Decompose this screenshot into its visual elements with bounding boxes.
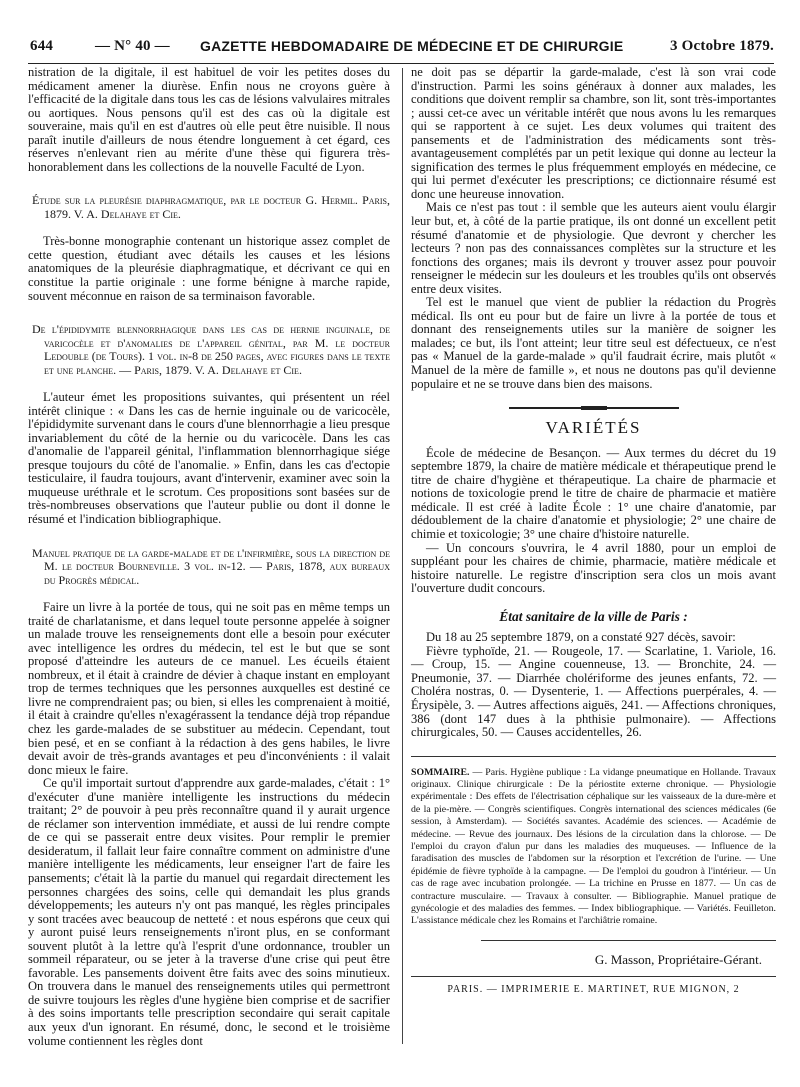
etat-sanitaire-heading: État sanitaire de la ville de Paris : xyxy=(499,608,688,624)
sommaire-text: — Paris. Hygiène publique : La vidange pneumatique en Hollande. Travaux originaux. Clinique chirurgicale : De la périostite externe chronique. — Physiologie expérimentale : Des effets de l'électrisation céphalique sur les vaisseaux de la dure-mère et de la pie-mère. — Congrès scientifiques. Congrès international des sciences médicales (6e session, à Amsterdam). — Sociétés savantes. Académie des sciences. — Académie de médecine. — Revue des journaux. Des lésions de la circulation dans la chlorose. — De l'emploi du crayon d'alun pur dans les maladies des muqueuses. — Influence de la faradisation des muscles de l'abdomen sur la résorption et l'excrétion de l'urine. — Une épidémie de fièvre typhoïde à la campagne. — De l'emploi du goudron à l'intérieur. — Un cas de rage avec incubation prolongée. — La trichine en Prusse en 1877. — Un cas de contracture musculaire. — Travaux à consulter. — Bibliographie. Manuel pratique de gynécologie et des maladies des femmes. — Index bibliographique. — Variétés. Feuilleton. L'assistance médicale chez les Romains et l'archiâtrie romaine. xyxy=(411,766,776,927)
continued-paragraph: ne doit pas se départir la garde-malade, c'est là son vrai code d'instruction. Parmi les soins généraux à donner aux malades, les conditions que doivent remplir sa chambre, son lit, sont très-importantes ; aussi cet-ce avec un véritable intérêt que nous avons lu les remarques qui se rapportent à ce sujet. Les deux volumes qui traitent des pansements et de l'administration des médicaments sont très-avantageusement complétés par un petit lexique qui donne au lecteur la signification des termes le plus fréquemment employés en médecine, ce qui lui permet d'exécuter les prescriptions; ce dictionnaire résumé est donc une heureuse innovation. xyxy=(411,65,776,201)
printer-imprint: PARIS. — IMPRIMERIE E. MARTINET, RUE MIGNON, 2 xyxy=(447,984,740,996)
intro-paragraph: nistration de la digitale, il est habituel de voir les petites doses du médicament amener la diurèse. Enfin nous ne croyons guère à l'efficacité de la digitale dans tous les cas de lésions valvulaires mitrales ou aortiques. Nous pensons qu'il est des cas où la digitale est souveraine, mais qu'il en est d'autres où elle peut être nuisible. Il nous paraît inutile d'ailleurs de nous étendre longuement à cet égard, ces réserves n'enlevant rien au mérite d'une thèse qui figurera très-honorablement dans les collections de la nouvelle Faculté de Lyon. xyxy=(28,65,390,174)
varietes-paragraph-2: — Un concours s'ouvrira, le 4 avril 1880, pour un emploi de suppléant pour les chaires de chimie, pharmacie, matière médicale et histoire naturelle. Le registre d'inscription sera clos un mois avant l'ouverture dudit concours. xyxy=(411,540,776,596)
varietes-heading: VARIÉTÉS xyxy=(545,418,642,438)
publisher-signature: G. Masson, Propriétaire-Gérant. xyxy=(594,951,762,967)
review-manuel-paragraph-2: Ce qu'il importait surtout d'apprendre aux garde-malades, c'était : 1° d'exécuter d'une manière intelligente les instructions du médecin traitant; 2° de pouvoir à peu près reconnaître quand il y aurait urgence de réclamer son intervention immédiate, et aussi de lui rendre compte de ce qui se passerait entre deux visites. Pour remplir le premier desideratum, il fallait leur faire connaître comment on administre d'une manière intelligente les médicaments, leur enseigner l'art de faire les pansements; c'était là la partie du manuel qui regardait directement les personnes chargées des soins, celle qui demandait les plus grands développements; les auteurs n'y ont pas manqué, les règles principales y sont tracées avec beaucoup de netteté : et nous espérons que ceux qui y auront puisé leurs renseignements n'iront plus, en se conformant souvent plutôt à la lettre qu'à l'esprit d'une ordonnance, troubler un sommeil réparateur, ou se jeter à la traverse d'une crise qui peut être favorable. Les pansements doivent être faits avec des soins minutieux. On trouvera dans le manuel des renseignements utiles qui permettront de suivre toujours les règles d'une hygiène bien comprise et de sacrifier à des soins importants telle prescription secondaire qui serait capitale aux yeux d'un ignorant. En résumé, donc, le second et le troisième volume contiennent les règles dont xyxy=(28,776,390,1048)
column-divider xyxy=(402,68,403,1044)
review-heading-manuel: Manuel pratique de la garde-malade et de l'infirmière, sous la direction de M. le docteur Bourneville. 3 vol. in-12. — Paris, 1878, aux bureaux du Progrès médical. xyxy=(32,545,390,587)
sommaire-box xyxy=(411,756,776,928)
right-paragraph-3: Tel est le manuel que vient de publier la rédaction du Progrès médical. Ils ont eu pour but de faire un livre à la portée de tous et donnant des renseignements utiles sur la manière de soigner les malades; ce but, ils l'ont atteint; leur titre seul est défectueux, ce n'est pas « Manuel de la garde-malade » qu'il faudrait écrire, mais plutôt « Manuel de la mère de famille », et nous ne doutons pas qu'il devienne populaire et ne se trouve dans bien des maisons. xyxy=(411,295,776,391)
etat-paragraph-1: Du 18 au 25 septembre 1879, on a constaté 927 décès, savoir: xyxy=(426,630,736,645)
review-heading-pleuresie: Étude sur la pleurésie diaphragmatique, par le docteur G. Hermil. Paris, 1879. V. A. Delahaye et Cie. xyxy=(32,193,390,221)
page-number: 644 xyxy=(30,38,54,54)
varietes-paragraph-1: École de médecine de Besançon. — Aux termes du décret du 19 septembre 1879, la chaire de matière médicale et thérapeutique prend le titre de chaire d'hygiène et thérapeutique. La chaire de pharmacie et notions de toxicologie prend le titre de chaire de pharmacie et matière médicale. Il est créé à ladite École : 1° une chaire d'anatomie, par dédoublement de la chaire d'anatomie et physiologie; 2° une chaire de chimie et toxicologie; 3° une chaire d'histoire naturelle. xyxy=(411,445,776,541)
imprint-rule xyxy=(411,976,776,977)
section-separator xyxy=(509,407,679,409)
sommaire-label: SOMMAIRE. xyxy=(411,766,470,778)
left-column xyxy=(28,66,390,1048)
review-body-epididymite: L'auteur émet les propositions suivantes, qui présentent un réel intérêt clinique : « Dans les cas de hernie inguinale ou de varicocèle, l'épididymite survenant dans le cours d'une blennorrhagie a lieu presque invariablement du côté de la hernie ou du varicocèle. Dans les cas d'anomalie de l'appareil génital, l'inflammation blennorrhagique siége presque toujours du côté de l'anomalie. » Enfin, dans les cas d'ectopie testiculaire, il faudra toujours, avant d'intervenir, examiner avec soin la muqueuse uréthrale et le scrotum. Ces propositions sont basées sur de très-nombreuses observations que l'auteur publie ou dont il donne le résumé et l'indication bibliographique. xyxy=(28,390,390,527)
publication-title: GAZETTE HEBDOMADAIRE DE MÉDECINE ET DE CHIRURGIE xyxy=(200,38,624,54)
review-body-pleuresie: Très-bonne monographie contenant un historique assez complet de cette question, étudiant avec détails les causes et les lésions anatomiques de la pleurésie diaphragmatique, et décrivant ce qui en constitue la partie originale : une forme bénigne à marche rapide, souvent méconnue en raison de sa terminaison favorable. xyxy=(28,234,390,303)
etat-paragraph-2: Fièvre typhoïde, 21. — Rougeole, 17. — Scarlatine, 1. Variole, 16. — Croup, 15. — Angine couenneuse, 13. — Bronchite, 24. — Pneumonie, 37. — Diarrhée cholériforme des jeunes enfants, 72. — Choléra nostras, 0. — Dysenterie, 1. — Affections puerpérales, 4. — Érysipèle, 3. — Autres affections aiguës, 241. — Affections chroniques, 386 (dont 147 dues à la phthisie pulmonaire). — Affections chirurgicales, 50. — Causes accidentelles, 26. xyxy=(411,643,776,740)
header-rule xyxy=(28,63,774,64)
signature-rule xyxy=(481,940,776,941)
review-heading-epididymite: De l'épididymite blennorrhagique dans les cas de hernie inguinale, de varicocèle et d'anomalies de l'appareil génital, par M. le docteur Ledouble (de Tours). 1 vol. in-8 de 250 pages, avec figures dans le texte et une planche. — Paris, 1879. V. A. Delahaye et Cie. xyxy=(32,322,390,377)
page-header xyxy=(28,38,774,62)
issue-number: — N° 40 — xyxy=(95,38,170,54)
issue-date: 3 Octobre 1879. xyxy=(670,38,774,54)
right-column xyxy=(411,66,776,997)
right-paragraph-2: Mais ce n'est pas tout : il semble que les auteurs aient voulu élargir leur but, et, à côté de la partie pratique, ils ont donné un excellent petit résumé d'anatomie et de physiologie. Que devront y chercher les lecteurs ? non pas des connaissances complètes sur la structure et les fonctions des organes; mais ils devront y trouver assez pour pouvoir renseigner le médecin sur les douleurs et les troubles qu'ils ont observés entre deux visites. xyxy=(411,200,776,296)
review-manuel-paragraph-1: Faire un livre à la portée de tous, qui ne soit pas en même temps un traité de charlatanisme, et dans lequel toute personne appelée à soigner un malade trouve les renseignements dont elle a besoin pour exécuter avec intelligence les ordres du médecin, tel est le but que se sont proposé d'atteindre les auteurs de ce manuel. Les écueils étaient nombreux, et il était à craindre de dévier à chaque instant en employant trop de termes techniques que les personnes auxquelles est destiné ce livre ne comprendraient pas; ou bien, si elles les comprenaient à moitié, il était à craindre qu'elles n'exagérassent la tendance déjà trop répandue chez les garde-malades de se substituer au médecin. Cependant, tout bien pesé, et en se confiant à la rédaction à des gens habiles, le livre devait avoir de très-grands avantages et peu d'inconvénients : il valait donc mieux le faire. xyxy=(28,600,390,777)
